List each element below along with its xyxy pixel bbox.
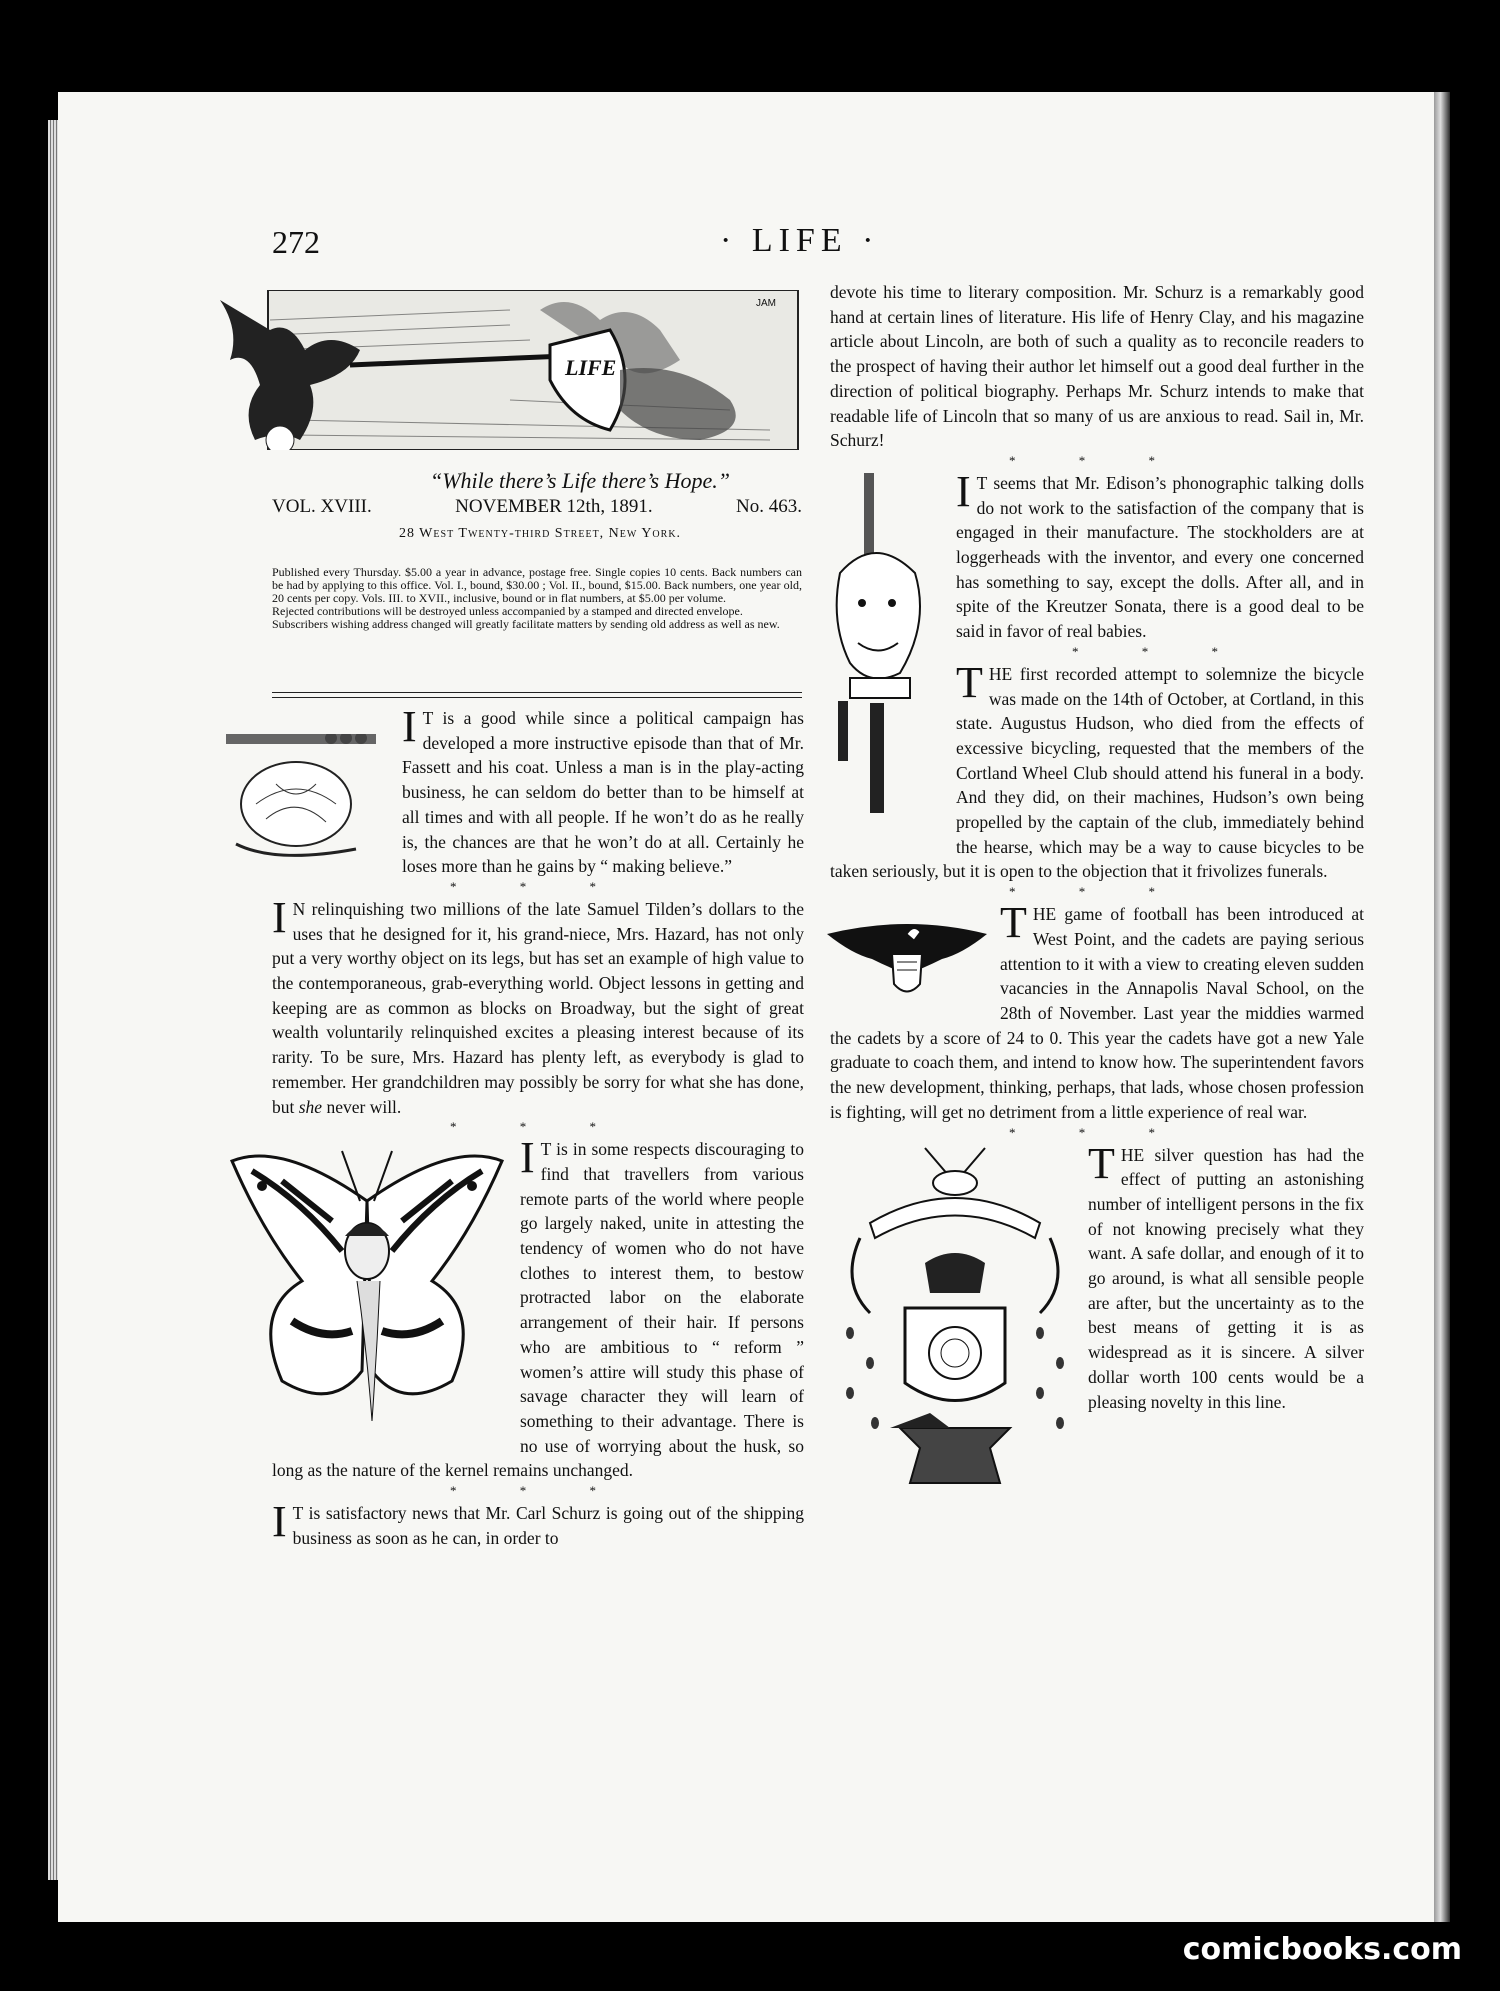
football-text: HE game of football has been introduced at West Point, and the cadets are paying serious attention to it with a view to creating eleven sudden vacancies in the Annapolis Naval School, on the 28th of November. Last year the middies warmed the cadets by a score of 24 to 0. This year the cadets have got a new Yale graduate to coach them, and intend to know how. The superintendent favors the new development, thinking, perhaps, that lads, whose chosen profession is fighting, will get no detriment from a little experience of real war. xyxy=(830,904,1364,1122)
article-tilden xyxy=(272,892,804,1119)
banner-signature: JAM xyxy=(756,298,776,309)
silver-text: HE silver question has had the effect of putting an astonishing number of intelligent persons in the fix of not knowing precisely what they want. A safe dollar, and enough of it to go around, is what all sensible people are after, but the uncertainty as to the best means of getting it is as widespread as it is sincere. A silver dollar worth 100 cents would be a pleasing novelty in this line. xyxy=(1088,1144,1364,1412)
article-football xyxy=(830,898,1364,1124)
travellers-text: T is in some respects discouraging to find that travellers from various remote parts of the world where people go largely naked, unite in attesting the tendency of women who do not have clothes to interest them, to bestow protracted labor on the elaborate arrangement of their hair. If persons who are ambitious to “ reform ” women’s attire will study this phase of savage character they will learn of something to their advantage. There is no use of worrying about the husk, so long as the nature of the kernel remains unchanged. xyxy=(272,1139,804,1481)
article-travellers xyxy=(272,1133,804,1483)
address-change-note: Subscribers wishing address changed will greatly facilitate matters by sending old address as well as new. xyxy=(272,617,780,631)
section-separator: * * * xyxy=(1009,884,1185,900)
fassett-dropcap: I xyxy=(402,702,417,751)
edison-text: T seems that Mr. Edison’s phonographic talking dolls do not work to the satisfaction of the company that is engaged in their manufacture. The stockholders are at loggerheads with the inventor, and every one concerned has something to say, except the dolls. After all, and in spite of the Kreutzer Sonata, there is a good deal to be said in favor of real babies. xyxy=(956,472,1364,642)
publisher-address: 28 West Twenty-third Street, New York. xyxy=(398,526,682,541)
tilden-emphasis: she xyxy=(298,1096,323,1117)
publication-info xyxy=(272,566,802,631)
butterfly-woman-illustration xyxy=(222,1141,512,1441)
tilden-text-end: never will. xyxy=(322,1096,402,1117)
section-separator: * * * xyxy=(1072,643,1248,659)
motto: “While there’s Life there’s Hope.” xyxy=(429,468,731,493)
section-separator: * * * xyxy=(450,878,626,894)
issue-number: No. 463. xyxy=(736,496,802,517)
silver-dropcap: T xyxy=(1088,1138,1115,1188)
watermark: comicbooks.com xyxy=(1173,1926,1472,1973)
article-schurz xyxy=(272,1497,804,1550)
banner-shield-text: LIFE xyxy=(565,355,617,380)
travellers-dropcap: I xyxy=(520,1133,535,1183)
edison-dropcap: I xyxy=(956,466,971,516)
fassett-text: T is a good while since a political campaign has developed a more instructive episode than that of Mr. Fassett and his coat. Unless a man is in the play-acting business, he can seldom do better than to be himself at all times and with all people. If he won’t do as he really is, the chances are that he won’t do at all. Certainly he loses more than he gains by “ making believe.” xyxy=(402,708,804,877)
left-column xyxy=(272,702,804,1551)
section-separator: * * * xyxy=(450,1483,626,1499)
football-dropcap: T xyxy=(1000,898,1027,948)
page-gutter-shadow xyxy=(1434,92,1450,1922)
divider-rule xyxy=(272,697,802,698)
schurz-continued-text: devote his time to literary composition. Mr. Schurz is a remarkably good hand at certain lines of literature. His life of Henry Clay, and his magazine article about Lincoln, are both of such a quality as to reconcile readers to the prospect of having their author let himself out a good deal further in the direction of political biography. Perhaps Mr. Schurz intends to make that readable life of Lincoln that so many of us are anxious to read. Sail in, Mr. Schurz! xyxy=(830,282,1364,451)
section-separator: * * * xyxy=(1009,1124,1185,1140)
page-number: 272 xyxy=(272,224,320,260)
tilden-text: N relinquishing two millions of the late Samuel Tilden’s dollars to the uses that he designed for it, his grand-niece, Mrs. Hazard, has not only put a very worthy object on its legs, but has set an example of high value to the contemporaneous, grab-everything world. Object lessons in getting and keeping are as common as blocks on Broadway, but the sight of great wealth voluntarily relinquished excites a pleasing interest because of its rarity. To be sure, Mrs. Hazard has plenty left, as everybody is glad to remember. Her grandchildren may possibly be sorry for what she has done, but xyxy=(272,898,804,1117)
bicycle-dropcap: T xyxy=(956,657,983,707)
article-schurz-continued xyxy=(830,280,1364,453)
schurz-dropcap: I xyxy=(272,1497,287,1547)
rejected-contributions-note: Rejected contributions will be destroyed unless accompanied by a stamped and directed envelope. xyxy=(272,604,743,618)
tilden-dropcap: I xyxy=(272,892,287,942)
schurz-text: T is satisfactory news that Mr. Carl Schurz is going out of the shipping business as soon as he can, in order to xyxy=(292,1503,804,1548)
section-separator: * * * xyxy=(1009,452,1185,468)
section-separator: * * * xyxy=(450,1119,626,1135)
talking-doll-illustration xyxy=(820,473,946,843)
volume-number: VOL. XVIII. xyxy=(272,496,372,517)
article-edison xyxy=(830,466,1364,884)
article-fassett xyxy=(272,702,804,879)
banner-illustration xyxy=(210,290,800,450)
masthead-title: · LIFE · xyxy=(720,222,880,259)
cabbage-illustration xyxy=(216,734,392,874)
divider-rule xyxy=(272,692,802,693)
bicycle-text: HE first recorded attempt to solemnize the bicycle was made on the 14th of October, at Cortland, in this state. Augustus Hudson, who died from the effects of excessive bicycling, requested that the members of the Cortland Wheel Club should attend his funeral in a body. And they did, on their machines, Hudson’s own being propelled by the captain of the club, immediately behind the hearse, which may be a way to cause bicycles to be taken seriously, but it is open to the objection that it frivolizes funerals. xyxy=(830,663,1364,882)
subscription-terms: Published every Thursday. $5.00 a year in advance, postage free. Single copies 10 cents. Back numbers can be had by applying to this office. Vol. I., bound, $30.00 ; Vol. II., bound, $15.00. Back numbers, one year old, 20 cents per copy. Vols. III. to XVII., inclusive, bound or in flat numbers, at $5.00 per volume. xyxy=(272,565,802,605)
issue-date: NOVEMBER 12th, 1891. xyxy=(455,496,653,517)
article-silver xyxy=(830,1138,1364,1503)
eagle-illustration xyxy=(822,914,992,1010)
volume-line xyxy=(272,496,802,518)
money-is-power-illustration xyxy=(830,1143,1080,1503)
right-column xyxy=(830,280,1364,1503)
